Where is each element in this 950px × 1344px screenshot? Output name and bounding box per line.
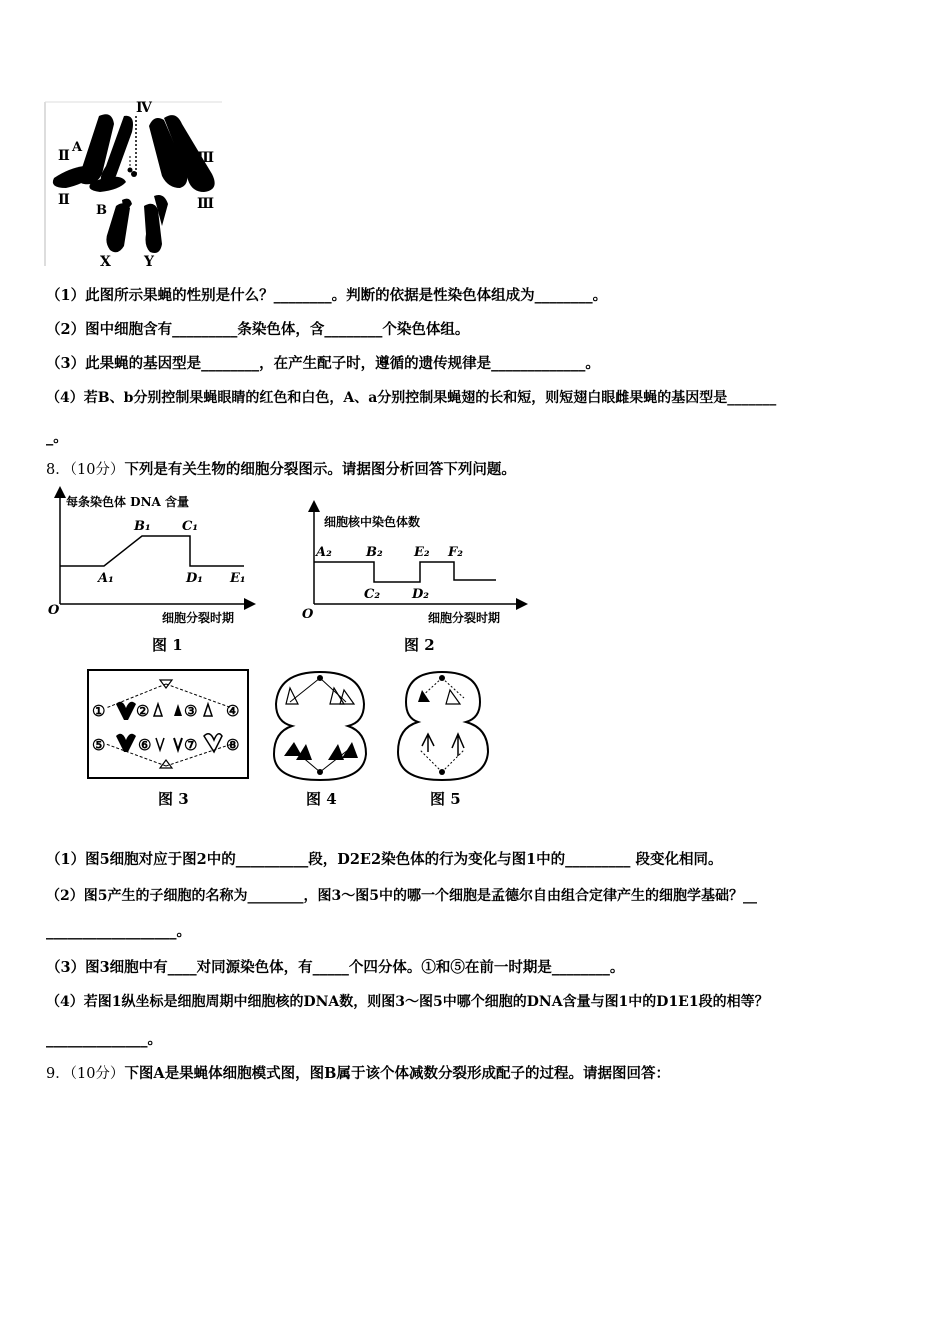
q7-part4-continued: _。 xyxy=(46,429,68,446)
q7-part4: （4）若B、b分别控制果蝇眼睛的红色和白色，A、a分别控制果蝇翅的长和短，则短翅白眼雌果蝇的基因型是_______ xyxy=(46,390,777,406)
figure-1-point-C1: C₁ xyxy=(182,519,199,534)
figure-2-curve xyxy=(314,562,496,582)
q9-text: 下图A是果蝇体细胞模式图，图B属于该个体减数分裂形成配子的过程。请据图回答： xyxy=(124,1065,670,1082)
figure-1-ylabel: 每条染色体 DNA 含量 xyxy=(66,495,190,509)
label-a: a xyxy=(107,175,115,189)
figure-3-num-1: ① xyxy=(92,702,106,720)
figure-3-num-6: ⑥ xyxy=(138,736,152,754)
figure-3-cell xyxy=(86,668,252,812)
chromosome-karyotype-figure xyxy=(44,96,224,272)
figure-2-chromosome-count xyxy=(296,500,536,656)
label-A: A xyxy=(72,140,83,155)
q8-part1: （1）图5细胞对应于图2中的__________段，D2E2染色体的行为变化与图1中的_________ 段变化相同。 xyxy=(46,851,723,868)
q7-part3: （3）此果蝇的基因型是________，在产生配子时，遵循的遗传规律是_____________。 xyxy=(46,355,600,372)
figure-3-num-7: ⑦ xyxy=(184,736,198,754)
label-III-top: Ⅲ xyxy=(197,150,215,166)
q8-number: 8．（10分） xyxy=(46,462,125,478)
label-II-top: Ⅱ xyxy=(58,148,70,164)
figure-1-caption: 图 1 xyxy=(152,636,183,654)
label-III-bottom: Ⅲ xyxy=(197,196,215,212)
q8-text: 下列是有关生物的细胞分裂图示。请据图分析回答下列问题。 xyxy=(124,461,516,478)
figure-1-curve xyxy=(60,536,244,566)
q7-part2: （2）图中细胞含有_________条染色体，含________个染色体组。 xyxy=(46,321,470,338)
figure-2-point-C2: C₂ xyxy=(364,587,381,602)
q8-part4-continued: ______________。 xyxy=(46,1031,162,1048)
figure-1-point-D1: D₁ xyxy=(186,571,203,586)
figure-3-caption: 图 3 xyxy=(158,790,189,808)
figure-2-point-B2: B₂ xyxy=(366,545,383,560)
figure-3-num-4: ④ xyxy=(226,702,240,720)
figure-2-caption: 图 2 xyxy=(404,636,435,654)
figure-3-num-5: ⑤ xyxy=(92,736,106,754)
label-IV: Ⅳ xyxy=(136,100,152,116)
figure-3-num-8: ⑧ xyxy=(226,736,240,754)
label-X: X xyxy=(100,254,111,270)
q8-heading xyxy=(46,460,516,480)
figure-4-caption: 图 4 xyxy=(306,790,337,808)
figure-1-dna-per-chromosome xyxy=(44,486,264,656)
figure-2-point-A2: A₂ xyxy=(316,545,332,560)
q8-part3: （3）图3细胞中有____对同源染色体，有_____个四分体。①和⑤在前一时期是________。 xyxy=(46,959,625,976)
figure-2-ylabel: 细胞核中染色体数 xyxy=(324,515,421,529)
label-B: B xyxy=(96,203,107,218)
figure-1-xlabel: 细胞分裂时期 xyxy=(162,611,235,625)
figure-3-num-3: ③ xyxy=(184,702,198,720)
figure-5-caption: 图 5 xyxy=(430,790,461,808)
q8-part4: （4）若图1纵坐标是细胞周期中细胞核的DNA数，则图3～图5中哪个细胞的DNA含量与图1中的D1E1段的相等？ xyxy=(46,994,769,1010)
q9-number: 9．（10分） xyxy=(46,1066,125,1082)
figure-2-point-E2: E₂ xyxy=(414,545,430,560)
figure-4-cell xyxy=(266,668,376,812)
figure-1-origin: O xyxy=(48,603,60,618)
figure-1-point-A1: A₁ xyxy=(98,571,114,586)
figure-2-origin: O xyxy=(302,607,314,622)
figure-5-cell xyxy=(390,668,500,812)
q8-part2: （2）图5产生的子细胞的名称为________，图3～图5中的哪一个细胞是孟德尔自由组合定律产生的细胞学基础？__ xyxy=(46,888,757,904)
figure-2-point-F2: F₂ xyxy=(448,545,463,560)
figure-3-num-2: ② xyxy=(136,702,150,720)
figure-2-xlabel: 细胞分裂时期 xyxy=(428,611,501,625)
q7-part1: （1）此图所示果蝇的性别是什么？________。判断的依据是性染色体组成为________。 xyxy=(46,287,608,304)
label-Y: Y xyxy=(144,254,154,270)
q9-heading xyxy=(46,1064,670,1084)
q8-part2-continued: __________________。 xyxy=(46,923,191,940)
figure-1-point-B1: B₁ xyxy=(134,519,151,534)
label-II-bottom: Ⅱ xyxy=(58,192,70,208)
figure-1-point-E1: E₁ xyxy=(230,571,246,586)
figure-2-point-D2: D₂ xyxy=(412,587,429,602)
